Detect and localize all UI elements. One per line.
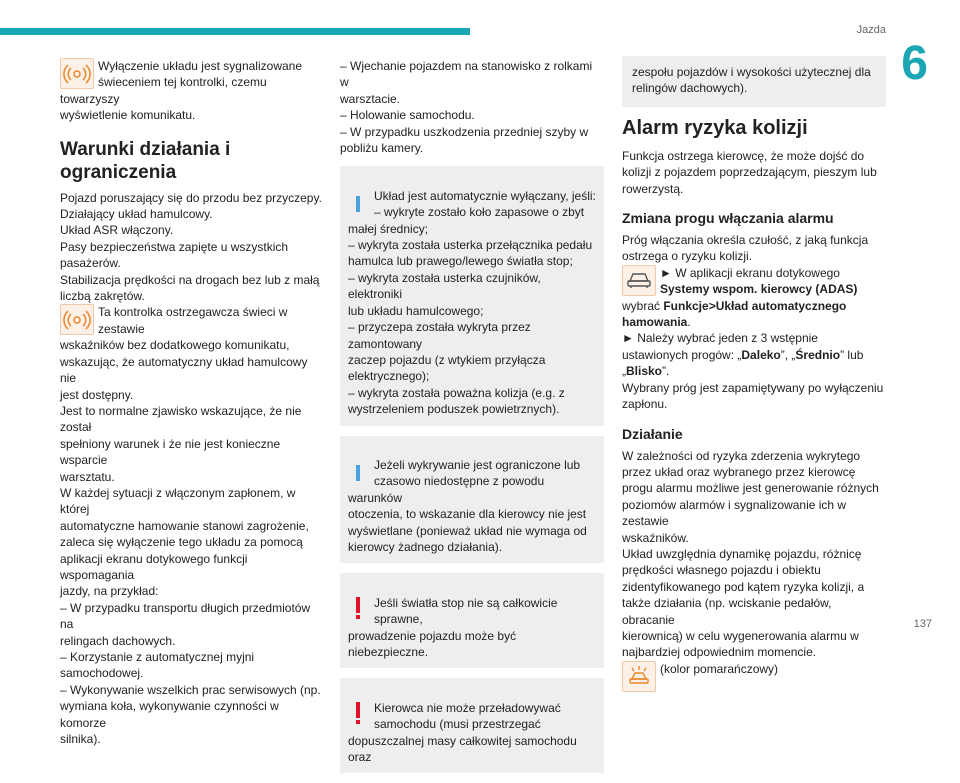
paragraph: Ta kontrolka ostrzegawcza świeci w zestawie wskaźników bez dodatkowego komunikatu, wskazując, że automatyczny układ hamulcowy nie jest dostępny. Jest to normalne zjawisko wskazujące, że nie został spełniony warunek i że nie jest konieczne wsparcie warsztatu. W każdej sytuacji z włączonym zapłonem, w której automatyczne hamowanie stanowi zagrożenie, zaleca się wyłączenie tego układu za pomocą aplikacji ekranu dotykowego funkcji wspomagania jazdy, na przykład: – W przypadku transportu długich przedmiotów na relingach dachowych. – Korzystanie z automatycznej myjni samochodowej. – Wykonywanie wszelkich prac serwisowych (np. wymiana koła, wykonywanie czynności w komorze silnika). <box>60 305 321 747</box>
warning-note <box>340 573 604 668</box>
note-text: Układ jest automatycznie wyłączany, jeśli: – wykryte zostało koło zapasowe o zbyt małej średnicy; – wykryta została usterka przełącznika pedału hamulca lub prawego/lewego światła stop; – wykryta została usterka czujników, elektroniki lub układu hamulcowego; – przyczepa została wykryta przez zamontowany zaczep pojazdu (z wtykiem przyłącza elektrycznego); – wykryta została poważna kolizja (e.g. z wystrzeleniem poduszek powietrznych). <box>348 188 596 417</box>
paragraph: Funkcja ostrzega kierowcę, że może dojść do kolizji z pojazdem poprzedzającym, pieszym lub rowerzystą. <box>622 148 877 196</box>
paragraph: Próg włączania określa czułość, z jaką funkcja ostrzega o ryzyku kolizji. <box>622 233 869 264</box>
info-icon <box>348 188 368 216</box>
section-heading: Alarm ryzyka kolizji <box>622 116 808 139</box>
section-title: Jazda <box>856 24 886 36</box>
warning-icon <box>348 700 368 728</box>
info-note <box>340 436 604 564</box>
note-text: Jeżeli wykrywanie jest ograniczone lub czasowo niedostępne z powodu warunków otoczenia, to wskazanie dla kierowcy nie jest wyświetlane (ponieważ układ nie wymaga od kierowcy żadnego działania). <box>348 457 587 554</box>
paragraph: W zależności od ryzyka zderzenia wykrytego przez układ oraz wybranego przez kierowcę progu alarmu możliwe jest generowanie różnych poziomów alarmów i sygnalizowanie ich w zestawie wskaźników. Układ uwzględnia dynamikę pojazdu, różnicę prędkości własnego pojazdu i obiektu zidentyfikowanego pod kątem ryzyka kolizji, a także działania (np. wciskanie pedałów, obracanie kierownicą) w celu wygenerowania alarmu w najbardziej odpowiednim momencie. <box>622 448 879 660</box>
paragraph: Wyłączenie układu jest sygnalizowane świeceniem tej kontrolki, czemu towarzyszy wyświetlenie komunikatu. <box>60 59 302 123</box>
column-left <box>60 58 324 747</box>
instruction-step: ► W aplikacji ekranu dotykowego Systemy wspom. kierowcy (ADAS) wybrać Funkcje>Układ automatycznego hamowania. <box>622 265 858 330</box>
collision-warning-car-icon <box>622 661 656 692</box>
section-heading: Warunki działania i ograniczenia <box>60 138 231 183</box>
page-number: 137 <box>913 618 932 630</box>
collision-alert-icon <box>60 304 94 335</box>
column-middle <box>340 58 604 783</box>
info-note <box>340 166 604 425</box>
note-text: Kierowca nie może przeładowywać samochodu (musi przestrzegać dopuszczalnej masy całkowitej samochodu oraz <box>348 700 577 765</box>
paragraph: Wybrany próg jest zapamiętywany po wyłączeniu zapłonu. <box>622 380 884 412</box>
header-accent-bar <box>0 28 470 35</box>
paragraph: – Wjechanie pojazdem na stanowisko z rolkami w warsztacie. – Holowanie samochodu. – W przypadku uszkodzenia przedniej szyby w pobliżu kamery. <box>340 59 593 156</box>
warning-note <box>340 678 604 773</box>
info-icon <box>348 457 368 485</box>
column-right <box>622 58 886 693</box>
collision-alert-icon <box>60 58 94 89</box>
paragraph: (kolor pomarańczowy) <box>660 661 779 676</box>
warning-icon <box>348 595 368 623</box>
note-text: Jeśli światła stop nie są całkowicie sprawne, prowadzenie pojazdu może być niebezpieczne. <box>348 595 558 659</box>
instruction-step: ► Należy wybrać jeden z 3 wstępnie ustawionych progów: „Daleko”, „Średnio” lub „Blisko”. <box>622 331 864 379</box>
chapter-number: 6 <box>901 37 928 90</box>
warning-note-continuation: zespołu pojazdów i wysokości użytecznej dla relingów dachowych). <box>622 56 886 107</box>
subsection-heading: Zmiana progu włączania alarmu <box>622 210 834 227</box>
subsection-heading: Działanie <box>622 425 683 442</box>
paragraph: Pojazd poruszający się do przodu bez przyczepy. Działający układ hamulcowy. Układ ASR włączony. Pasy bezpieczeństwa zapięte u wszystkich pasażerów. Stabilizacja prędkości na drogach bez lub z małą liczbą zakrętów. <box>60 190 322 304</box>
car-front-icon <box>622 265 656 296</box>
